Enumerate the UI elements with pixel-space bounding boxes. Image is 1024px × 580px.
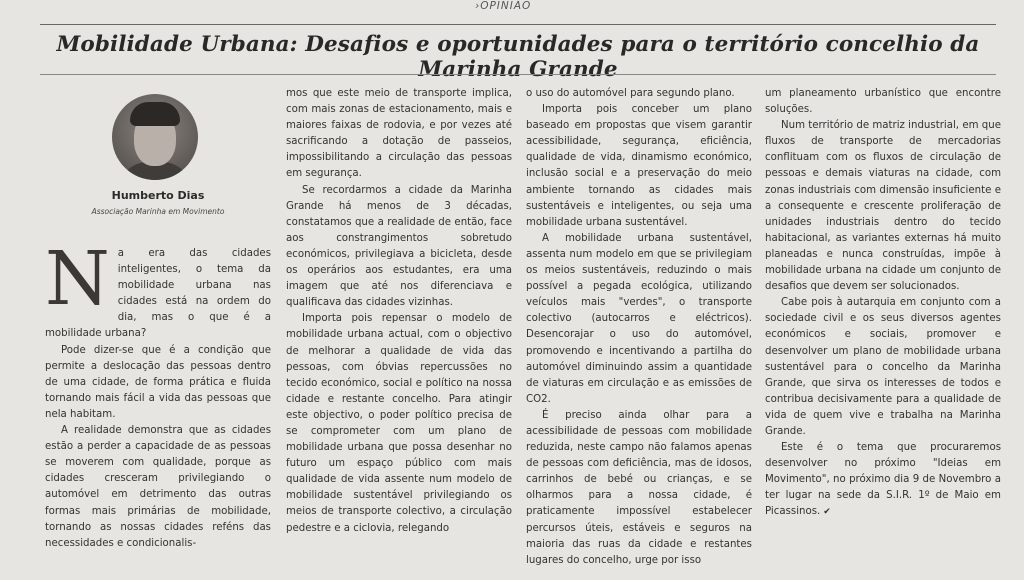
column-3 <box>526 86 752 569</box>
headline: Mobilidade Urbana: Desafios e oportunidades para o território concelhio da Marinha Grande <box>56 32 980 82</box>
paragraph: Se recordarmos a cidade da Marinha Grande há menos de 3 décadas, constatamos que a realidade de então, face aos constrangimentos sobretudo económicos, privilegiava a bicicleta, desde os operários aos estudantes, era uma imagem que até nos diferenciava e qualificava das cidades vizinhas. <box>286 184 512 309</box>
paragraph: A mobilidade urbana sustentável, assenta num modelo em que se privilegiam os meios sustentáveis, reduzindo o mais possível a pegada ecológica, utilizando veículos mais "verdes", o transporte colectivo (autocarros e eléctricos). Desencorajar o uso do automóvel, promovendo e incentivando a partilha do automóvel diminuindo assim a quantidade de viaturas em circulação e as emissões de CO2. <box>526 232 752 405</box>
author-name: Humberto Dias <box>111 189 205 202</box>
column-2 <box>286 86 512 537</box>
column-1 <box>45 86 271 552</box>
paragraph-text: Este é o tema que procuraremos desenvolver no próximo "Ideias em Movimento", no próximo dia 9 de Novembro a ter lugar na sede da S.I.R. 1º de Maio em Picassinos. <box>765 442 1001 518</box>
paragraph: A realidade demonstra que as cidades estão a perder a capacidade de as pessoas se moverem com qualidade, porque as cidades cresceram privilegiando o automóvel em detrimento das outras formas mais primárias de mobilidade, tornando as nossas cidades reféns das necessidades e condicionalis- <box>45 425 271 549</box>
paragraph: a era das cidades inteligentes, o tema da mobilidade urbana nas cidades está na ordem do dia, mas o que é a mobilidade urbana? <box>45 248 271 340</box>
paragraph: um planeamento urbanístico que encontre soluções. <box>765 88 1001 116</box>
author-box <box>45 86 271 246</box>
paragraph: mos que este meio de transporte implica, com mais zonas de estacionamento, mais e maiores faixas de rodovia, e por vezes até sacrificando a dotação de passeios, impossibilitando a circulação das pessoas em segurança. <box>286 88 512 180</box>
paragraph-final <box>765 440 1001 520</box>
article-start <box>45 236 271 343</box>
dropcap: N <box>45 236 110 322</box>
paragraph: Pode dizer-se que é a condição que permite a deslocação das pessoas dentro de uma cidade, de forma prática e fluida tornando mais fácil a vida das pessoas que nela habitam. <box>45 344 271 420</box>
top-rule <box>40 24 996 25</box>
author-organization: Associação Marinha em Movimento <box>91 207 225 216</box>
headline-rule <box>40 74 996 75</box>
paragraph: Cabe pois à autarquia em conjunto com a sociedade civil e os seus diversos agentes económicos e sociais, promover e desenvolver um plano de mobilidade urbana sustentável para o concelho da Marinha Grande, que sirva os interesses de todos e contribua decisivamente para a qualidade de vida de quem vive e trabalha na Marinha Grande. <box>765 297 1001 437</box>
paragraph: Num território de matriz industrial, em que fluxos de transporte de mercadorias conflituam com os fluxos de circulação de pessoas e demais viaturas na cidade, com zonas industriais com dimensão insuficiente e a consequente e crescente proliferação de unidades industriais dentro do tecido habitacional, as variantes externas há muito planeadas e nunca construídas, impõe à mobilidade urbana na cidade um conjunto de desafios que devem ser solucionados. <box>765 120 1001 293</box>
section-label: ›OPINIÃO <box>475 0 532 12</box>
paragraph: É preciso ainda olhar para a acessibilidade de pessoas com mobilidade reduzida, neste campo não falamos apenas de pessoas com deficiência, mas de idosos, carrinhos de bebé ou crianças, e se olharmos para a nossa cidade, é praticamente impossível estabelecer percursos úteis, estáveis e seguros na maioria das ruas da cidade e restantes lugares do concelho, urge por isso <box>526 409 752 566</box>
avatar <box>112 94 198 180</box>
paragraph: Importa pois conceber um plano baseado em propostas que visem garantir acessibilidade, segurança, eficiência, qualidade de vida, dinamismo económico, inclusão social e a preservação do meio ambiente tornando as cidades mais sustentáveis e inteligentes, ou seja uma mobilidade urbana sustentável. <box>526 104 752 228</box>
paragraph: o uso do automóvel para segundo plano. <box>526 88 735 99</box>
end-mark-icon: ✔ <box>823 507 831 518</box>
column-4 <box>765 86 1001 521</box>
paragraph: Importa pois repensar o modelo de mobilidade urbana actual, com o objectivo de melhorar a qualidade de vida das pessoas, com óbvias repercussões no tecido económico, social e político na nossa cidade e restante concelho. Para atingir este objectivo, o poder político precisa de se comprometer com um plano de mobilidade urbana que possa desenhar no futuro um espaço público com mais qualidade de vida assente num modelo de mobilidade sustentável privilegiando os meios de transporte colectivo, a circulação pedestre e a ciclovia, relegando <box>286 313 512 534</box>
